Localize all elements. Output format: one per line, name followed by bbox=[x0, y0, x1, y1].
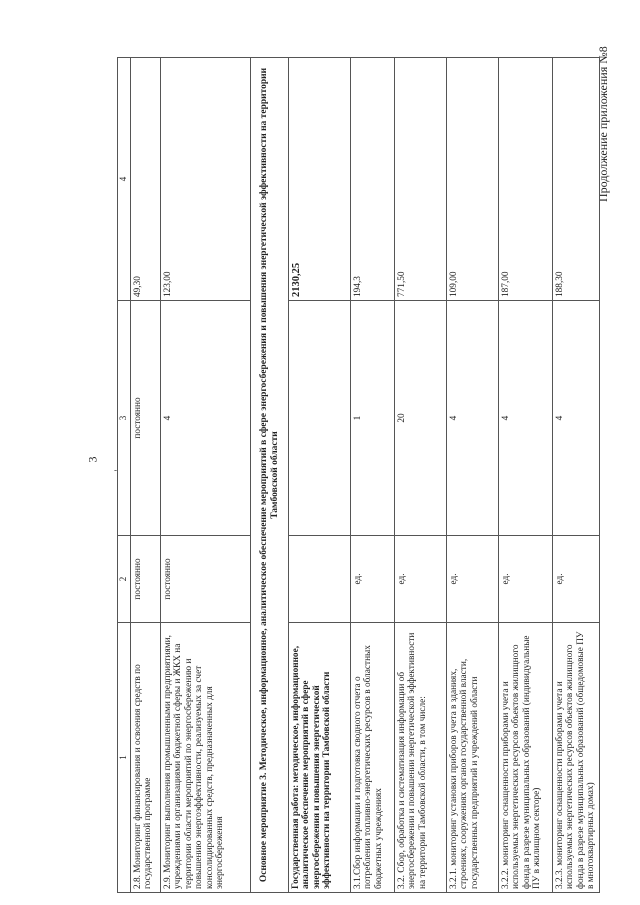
row-amount: 188,30 bbox=[553, 58, 600, 301]
header-col-4: 4 bbox=[118, 58, 131, 301]
page-number: 3 bbox=[85, 456, 100, 463]
row-amount: 194,3 bbox=[351, 58, 395, 301]
row-description: 3.2. Сбор, обработка и систематизация информации об энергосбережении и повышении энергетической эффективности на территории Тамбовской области, в том числе: bbox=[395, 623, 447, 893]
row-description: 3.2.3. мониторинг оснащенности приборами учета и используемых энергетических ресурсов объектов жилищного фонда в разрезе муниципальных образований (общедомовые ПУ в многоквартирных домах) bbox=[553, 623, 600, 893]
row-description: 2.9. Мониторинг выполнения промышленными предприятиями, учреждениями и организациями бюджетной сферы и ЖКХ на территории области мероприятий по энергосбережению и повышению энергоэффективности, реализуемых за счет консолидированных средств, предназначенных для энергосбережения bbox=[161, 623, 251, 893]
table-row bbox=[447, 58, 499, 893]
row-unit: ед. bbox=[499, 536, 553, 623]
row-description: 2.8. Мониторинг финансирования и освоения средств по государственной программе bbox=[131, 623, 161, 893]
table-row bbox=[499, 58, 553, 893]
table-row bbox=[351, 58, 395, 893]
row-quantity: 20 bbox=[395, 301, 447, 536]
row-unit: постоянно bbox=[161, 536, 251, 623]
table-header-row bbox=[118, 58, 131, 893]
row-description: 3.2.2. мониторинг оснащенности приборами учета и используемых энергетических ресурсов объектов жилищного фонда в разрезе муниципальных образований (индивидуальные ПУ в жилищном секторе) bbox=[499, 623, 553, 893]
table-row bbox=[553, 58, 600, 893]
row-amount: 2130,25 bbox=[289, 58, 351, 301]
row-quantity: 1 bbox=[351, 301, 395, 536]
row-description: 3.1.Сбор информации и подготовка сводного отчета о потреблении топливно-энергетических ресурсов в областных бюджетных учреждениях bbox=[351, 623, 395, 893]
table-row bbox=[289, 58, 351, 893]
header-col-3: 3 bbox=[118, 301, 131, 536]
rotated-table-container bbox=[117, 67, 597, 893]
row-unit: ед. bbox=[447, 536, 499, 623]
row-amount: 49,30 bbox=[131, 58, 161, 301]
tick-mark: ' bbox=[113, 469, 125, 472]
header-col-2: 2 bbox=[118, 536, 131, 623]
row-unit bbox=[289, 536, 351, 623]
section-title: Основное мероприятие 3. Методическое, информационное, аналитическое обеспечение мероприятий в сфере энергосбережения и повышения энергетической эффективности на территории Тамбовской области bbox=[251, 58, 289, 893]
row-description: 3.2.1. мониторинг установки приборов учета в зданиях, строениях, сооружениях органов государственной власти, государственных предприятий и учреждений области bbox=[447, 623, 499, 893]
row-quantity: постоянно bbox=[131, 301, 161, 536]
row-quantity: 4 bbox=[161, 301, 251, 536]
table-row bbox=[395, 58, 447, 893]
row-unit: ед. bbox=[395, 536, 447, 623]
row-amount: 187,00 bbox=[499, 58, 553, 301]
row-amount: 109,00 bbox=[447, 58, 499, 301]
table-row bbox=[131, 58, 161, 893]
row-quantity: 4 bbox=[553, 301, 600, 536]
header-col-1: 1 bbox=[118, 623, 131, 893]
row-unit: постоянно bbox=[131, 536, 161, 623]
row-unit: ед. bbox=[351, 536, 395, 623]
row-amount: 771,50 bbox=[395, 58, 447, 301]
row-quantity: 4 bbox=[499, 301, 553, 536]
row-amount: 123,00 bbox=[161, 58, 251, 301]
row-quantity: 4 bbox=[447, 301, 499, 536]
section-row bbox=[251, 58, 289, 893]
table-row bbox=[161, 58, 251, 893]
row-description: Государственная работа: методическое, информационное, аналитическое обеспечение мероприятий в сфере энергосбережения и повышения энергетической эффективности на территории Тамбовской области bbox=[289, 623, 351, 893]
row-quantity bbox=[289, 301, 351, 536]
row-unit: ед. bbox=[553, 536, 600, 623]
continuation-text: Продолжение приложения №8 bbox=[596, 46, 610, 202]
program-table bbox=[117, 57, 600, 893]
